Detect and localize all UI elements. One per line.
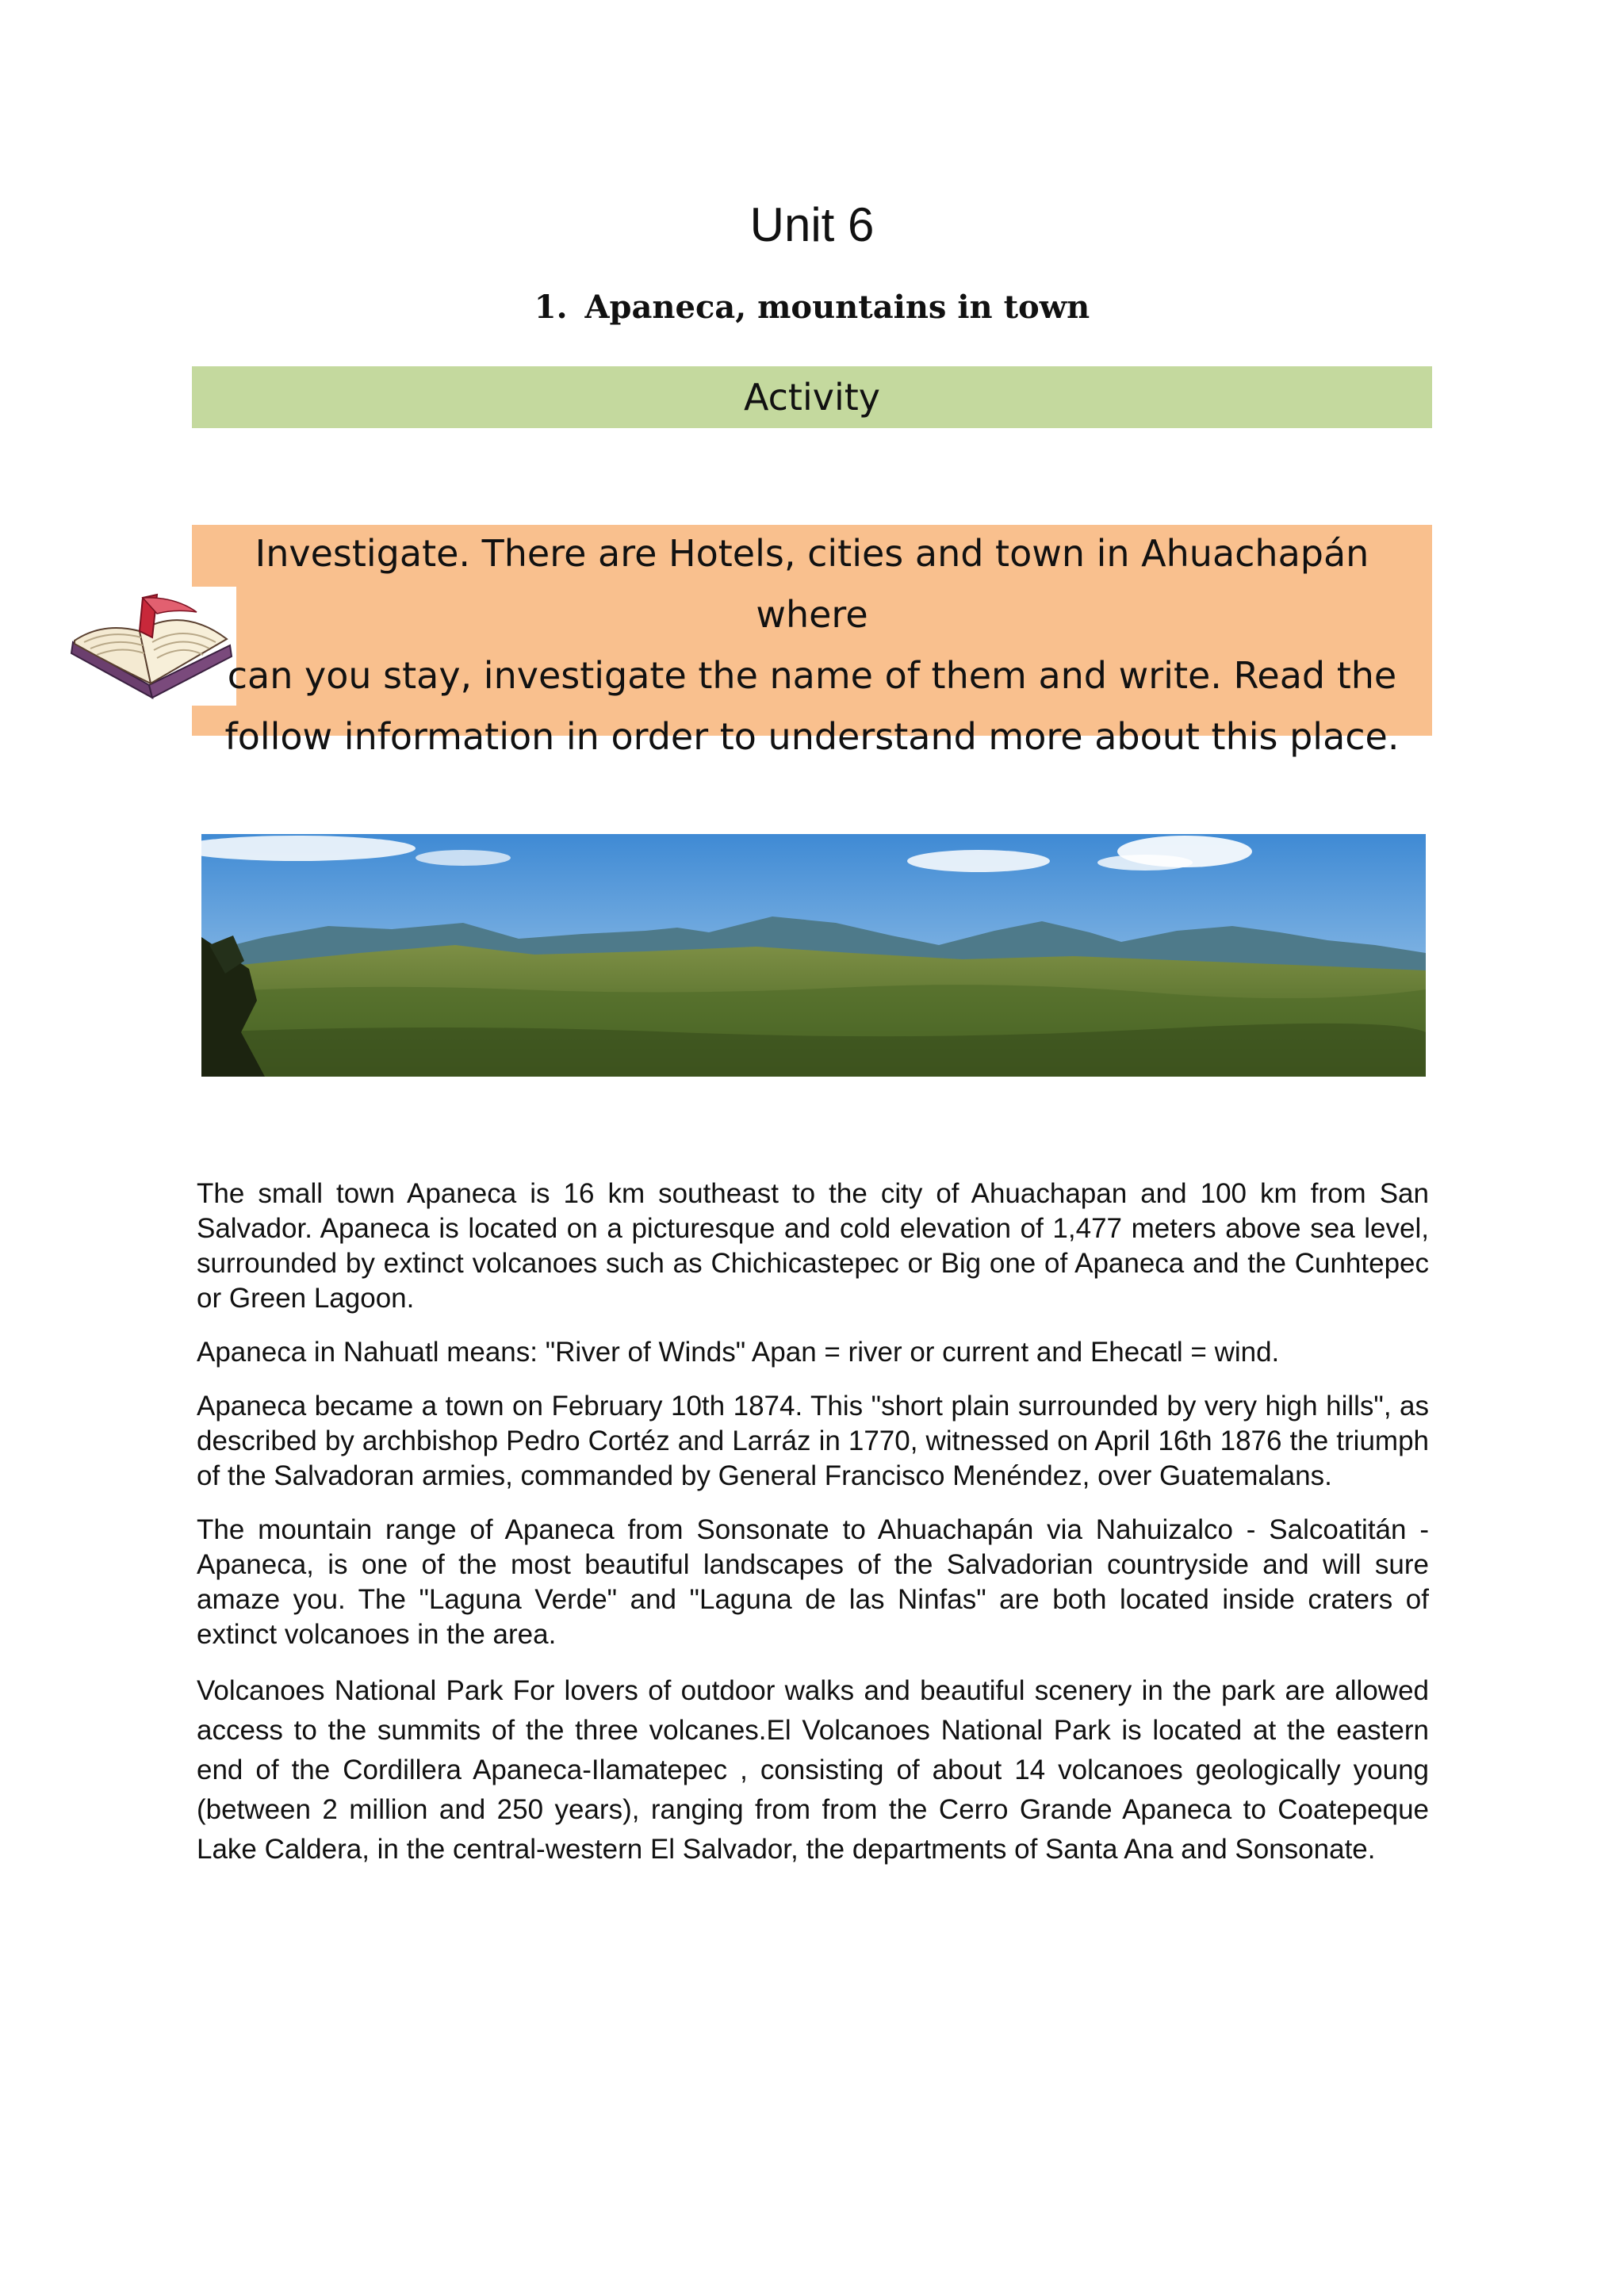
instruction-line: follow information in order to understand more about this place. <box>224 715 1400 758</box>
section-number: 1. <box>534 289 568 326</box>
section-title: Apaneca, mountains in town <box>584 289 1090 326</box>
unit-title: Unit 6 <box>749 198 875 251</box>
section-heading <box>0 285 1624 330</box>
open-book-icon <box>63 590 238 701</box>
instruction-line: Investigate. There are Hotels, cities and town in Ahuachapán where <box>255 532 1369 636</box>
paragraph: The mountain range of Apaneca from Sonsonate to Ahuachapán via Nahuizalco - Salcoatitán - Apaneca, is one of the most beautiful landscapes of the Salvadorian countryside and will sure amaze you. The "Laguna Verde" and "Laguna de las Ninfas" are both located inside craters of extinct volcanoes in the area. <box>197 1514 1429 1650</box>
paragraph: Apaneca in Nahuatl means: "River of Winds" Apan = river or current and Ehecatl = wind. <box>197 1337 1280 1368</box>
instruction-text <box>208 523 1416 767</box>
article-body <box>197 1177 1429 1888</box>
paragraph: The small town Apaneca is 16 km southeast to the city of Ahuachapan and 100 km from San Salvador. Apaneca is located on a picturesque and cold elevation of 1,477 meters above sea level, surrounded by extinct volcanoes such as Chichicastepec or Big one of Apaneca and the Cunhtepec or Green Lagoon. <box>197 1178 1429 1314</box>
activity-banner: Activity <box>192 366 1432 428</box>
paragraph: Volcanoes National Park For lovers of outdoor walks and beautiful scenery in the park are allowed access to the summits of the three volcanes.El Volcanoes National Park is located at the eastern end of the Cordillera Apaneca-Ilamatepec , consisting of about 14 volcanoes geologically young (between 2 million and 250 years), ranging from from the Cerro Grande Apaneca to Coatepeque Lake Caldera, in the central-western El Salvador, the departments of Santa Ana and Sonsonate. <box>197 1675 1429 1865</box>
landscape-photo <box>201 834 1426 1077</box>
instruction-line: can you stay, investigate the name of them and write. Read the <box>227 654 1397 697</box>
paragraph: Apaneca became a town on February 10th 1874. This "short plain surrounded by very high hills", as described by archbishop Pedro Cortéz and Larráz in 1770, witnessed on April 16th 1876 the triumph of the Salvadoran armies, commanded by General Francisco Menéndez, over Guatemalans. <box>197 1391 1429 1491</box>
